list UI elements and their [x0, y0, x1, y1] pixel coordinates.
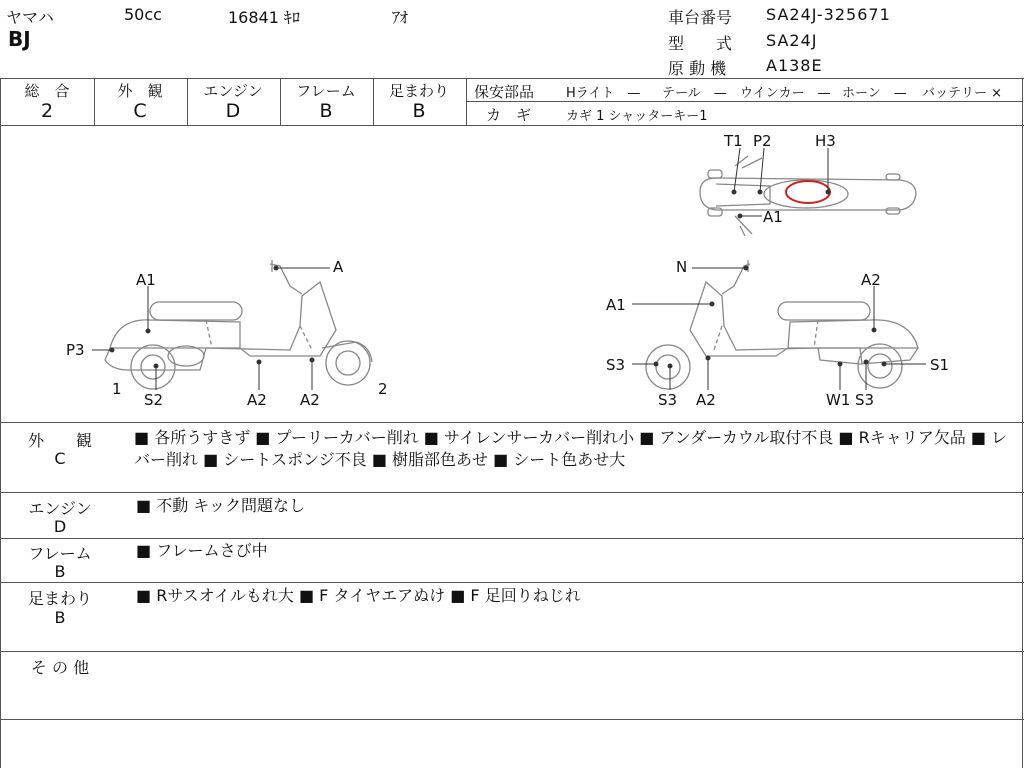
section-suspension-label: 足まわり: [27, 589, 92, 608]
key-value: カギ 1 シャッターキー1: [566, 109, 708, 124]
label-a-left: A: [333, 258, 344, 276]
chassis-label: 車台番号: [668, 8, 733, 27]
label-a2-right: A2: [696, 391, 716, 409]
grade-overall-label: 総 合: [24, 82, 70, 100]
label-n: N: [676, 258, 688, 276]
safety-tail: テール —: [662, 86, 727, 101]
engine-model: A138E: [766, 56, 823, 75]
label-a1-top: A1: [763, 208, 783, 226]
grade-exterior-value: C: [133, 100, 147, 122]
label-s3-rear: S3: [855, 391, 875, 409]
section-exterior-text: ■ 各所うすきず ■ プーリーカバー削れ ■ サイレンサーカバー削れ小 ■ アンダーカウル取付不良 ■ Rキャリア欠品 ■ レバー削れ ■ シートスポンジ不良 ■ 樹脂部色あせ ■ シート色あせ大: [134, 428, 1008, 469]
section-frame-grade: B: [54, 562, 66, 581]
grade-frame-value: B: [319, 100, 333, 122]
grade-suspension-label: 足まわり: [388, 82, 449, 100]
grade-table-top: [0, 78, 1024, 79]
mileage: 16841 ｷﾛ: [228, 8, 300, 27]
type-label: 型 式: [668, 34, 733, 53]
section-exterior-grade: C: [54, 449, 66, 468]
section-frame-text: ■ フレームさび中: [136, 541, 268, 560]
safety-winker: ウインカー —: [740, 86, 831, 101]
safety-headlight: Hライト —: [566, 86, 641, 101]
section-suspension-grade: B: [54, 608, 66, 627]
label-front-1: 1: [112, 380, 122, 398]
section-engine-label: エンジン: [28, 499, 92, 518]
label-s1: S1: [930, 356, 950, 374]
section-suspension-text: ■ Rサスオイルもれ大 ■ F タイヤエアぬけ ■ F 足回りねじれ: [136, 586, 581, 605]
damage-mark-seat: [786, 181, 830, 203]
color: ｱｵ: [392, 8, 409, 27]
label-s3-left: S3: [606, 356, 626, 374]
label-h3: H3: [815, 132, 836, 150]
label-p3: P3: [66, 341, 85, 359]
label-s3-bottom: S3: [658, 391, 678, 409]
engine-label: 原 動 機: [668, 59, 727, 78]
safety-battery: バッテリー ×: [922, 86, 1003, 101]
section-engine-grade: D: [53, 517, 67, 536]
label-rear-2: 2: [378, 380, 388, 398]
key-label: カ ギ: [486, 106, 532, 124]
label-a2-left-2: A2: [300, 391, 320, 409]
section-engine-text: ■ 不動 キック問題なし: [136, 496, 305, 515]
grade-suspension-value: B: [412, 100, 426, 122]
section-exterior-label: 外 観: [27, 431, 92, 450]
section-frame-label: フレーム: [28, 544, 92, 563]
maker: ヤマハ: [6, 8, 54, 27]
safety-horn: ホーン —: [842, 86, 907, 101]
label-s2: S2: [144, 391, 164, 409]
label-a1-left: A1: [136, 271, 156, 289]
label-a2-left-1: A2: [247, 391, 267, 409]
scooter-top-view: [700, 156, 916, 236]
label-p2: P2: [753, 132, 772, 150]
grade-engine-value: D: [225, 100, 241, 122]
label-a1-right: A1: [606, 296, 626, 314]
label-w1: W1: [826, 391, 851, 409]
engine-cc: 50cc: [124, 5, 162, 24]
grade-overall-value: 2: [40, 100, 54, 122]
safety-label: 保安部品: [474, 83, 535, 101]
grade-exterior-label: 外 観: [117, 82, 163, 100]
model-name: BJ: [8, 27, 31, 51]
section-other-label: そ の 他: [30, 658, 90, 677]
chassis-number: SA24J-325671: [766, 5, 891, 24]
label-t1: T1: [724, 132, 743, 150]
type-value: SA24J: [766, 31, 818, 50]
grade-engine-label: エンジン: [203, 82, 263, 100]
label-a2-right-top: A2: [861, 271, 881, 289]
grade-frame-label: フレーム: [296, 82, 356, 100]
